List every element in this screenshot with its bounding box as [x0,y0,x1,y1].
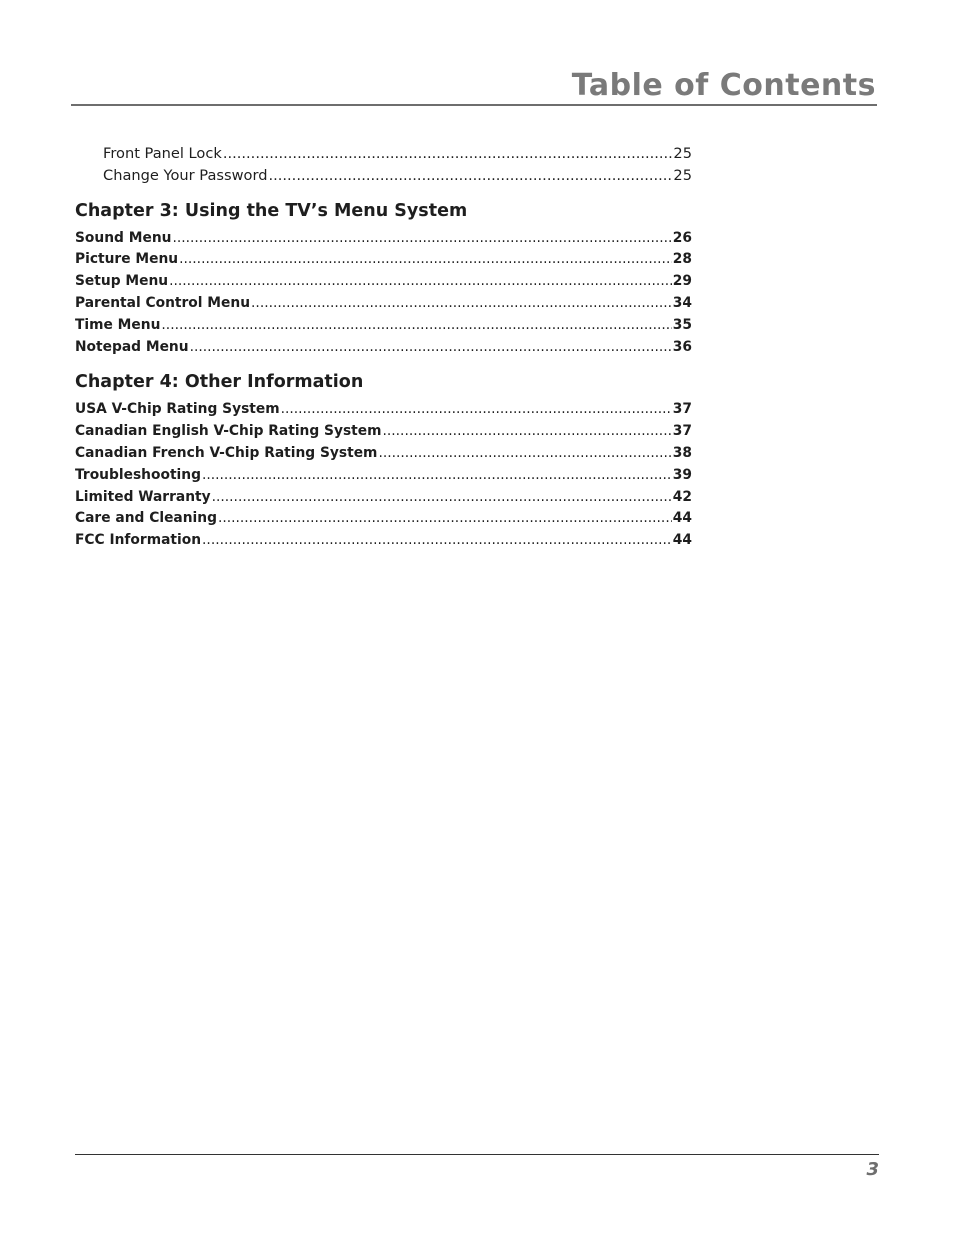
toc-entry-label: Troubleshooting [75,466,201,483]
page-title: Table of Contents [571,68,876,103]
dot-leader [161,315,671,337]
toc-entry-label: Canadian English V-Chip Rating System [75,423,382,440]
toc-entry-page: 39 [672,466,692,483]
dot-leader [179,249,672,271]
toc-entry-page: 26 [672,229,692,246]
dot-leader [268,165,672,187]
page-number: 3 [866,1159,879,1180]
toc-entry-label: Setup Menu [75,273,169,290]
dot-leader [202,530,672,552]
toc-entry-page: 37 [672,401,692,418]
toc-entry-label: USA V-Chip Rating System [75,401,280,418]
toc-entry-label: Canadian French V-Chip Rating System [75,444,378,461]
toc-entry-page: 37 [672,423,692,440]
chapter-heading: Chapter 3: Using the TV’s Menu System [75,200,468,221]
toc-entry-label: Front Panel Lock [103,145,222,162]
toc-entry-page: 25 [673,145,692,162]
toc-entry[interactable] [75,165,692,187]
toc-entry[interactable] [75,443,692,465]
toc-entry-label: Time Menu [75,316,161,333]
toc-entry-label: Limited Warranty [75,488,211,505]
dot-leader [169,271,672,293]
toc-entry[interactable] [75,465,692,487]
toc-entry-page: 38 [672,444,692,461]
toc-entry[interactable] [75,487,692,509]
toc-entry-page: 29 [672,273,692,290]
toc-entry[interactable] [75,249,692,271]
toc-entry[interactable] [75,337,692,359]
toc-entry-label: Change Your Password [103,166,268,184]
dot-leader [212,487,672,509]
dot-leader [172,228,671,250]
toc-entry[interactable] [75,315,692,337]
toc-entry-label: Picture Menu [75,251,179,268]
dot-leader [202,465,672,487]
toc-entry-page: 36 [672,338,692,355]
toc-entry-label: Sound Menu [75,229,172,246]
toc-entry[interactable] [75,228,692,250]
title-rule [71,104,877,106]
toc-entry-label: Care and Cleaning [75,510,217,527]
toc-entry[interactable] [75,293,692,315]
toc-entry-label: FCC Information [75,532,202,549]
toc-entry[interactable] [75,271,692,293]
toc-entry-label: Notepad Menu [75,338,189,355]
toc-entry-page: 44 [672,532,692,549]
dot-leader [251,293,672,315]
dot-leader [223,143,673,165]
dot-leader [281,399,672,421]
toc-entry-page: 44 [672,510,692,527]
chapter-heading: Chapter 4: Other Information [75,372,364,393]
dot-leader [190,337,672,359]
toc-entry-page: 35 [672,316,692,333]
toc-entry-page: 25 [673,166,692,184]
toc-entry-page: 28 [672,251,692,268]
toc-entry-page: 34 [672,294,692,311]
toc-entry[interactable] [75,399,692,421]
table-of-contents [75,143,692,552]
toc-entry[interactable] [75,530,692,552]
toc-entry[interactable] [75,421,692,443]
toc-entry[interactable] [75,143,692,165]
toc-entry[interactable] [75,508,692,530]
footer-rule [75,1154,879,1155]
toc-entry-label: Parental Control Menu [75,294,251,311]
dot-leader [378,443,671,465]
toc-entry-page: 42 [672,488,692,505]
dot-leader [218,508,672,530]
dot-leader [383,421,672,443]
